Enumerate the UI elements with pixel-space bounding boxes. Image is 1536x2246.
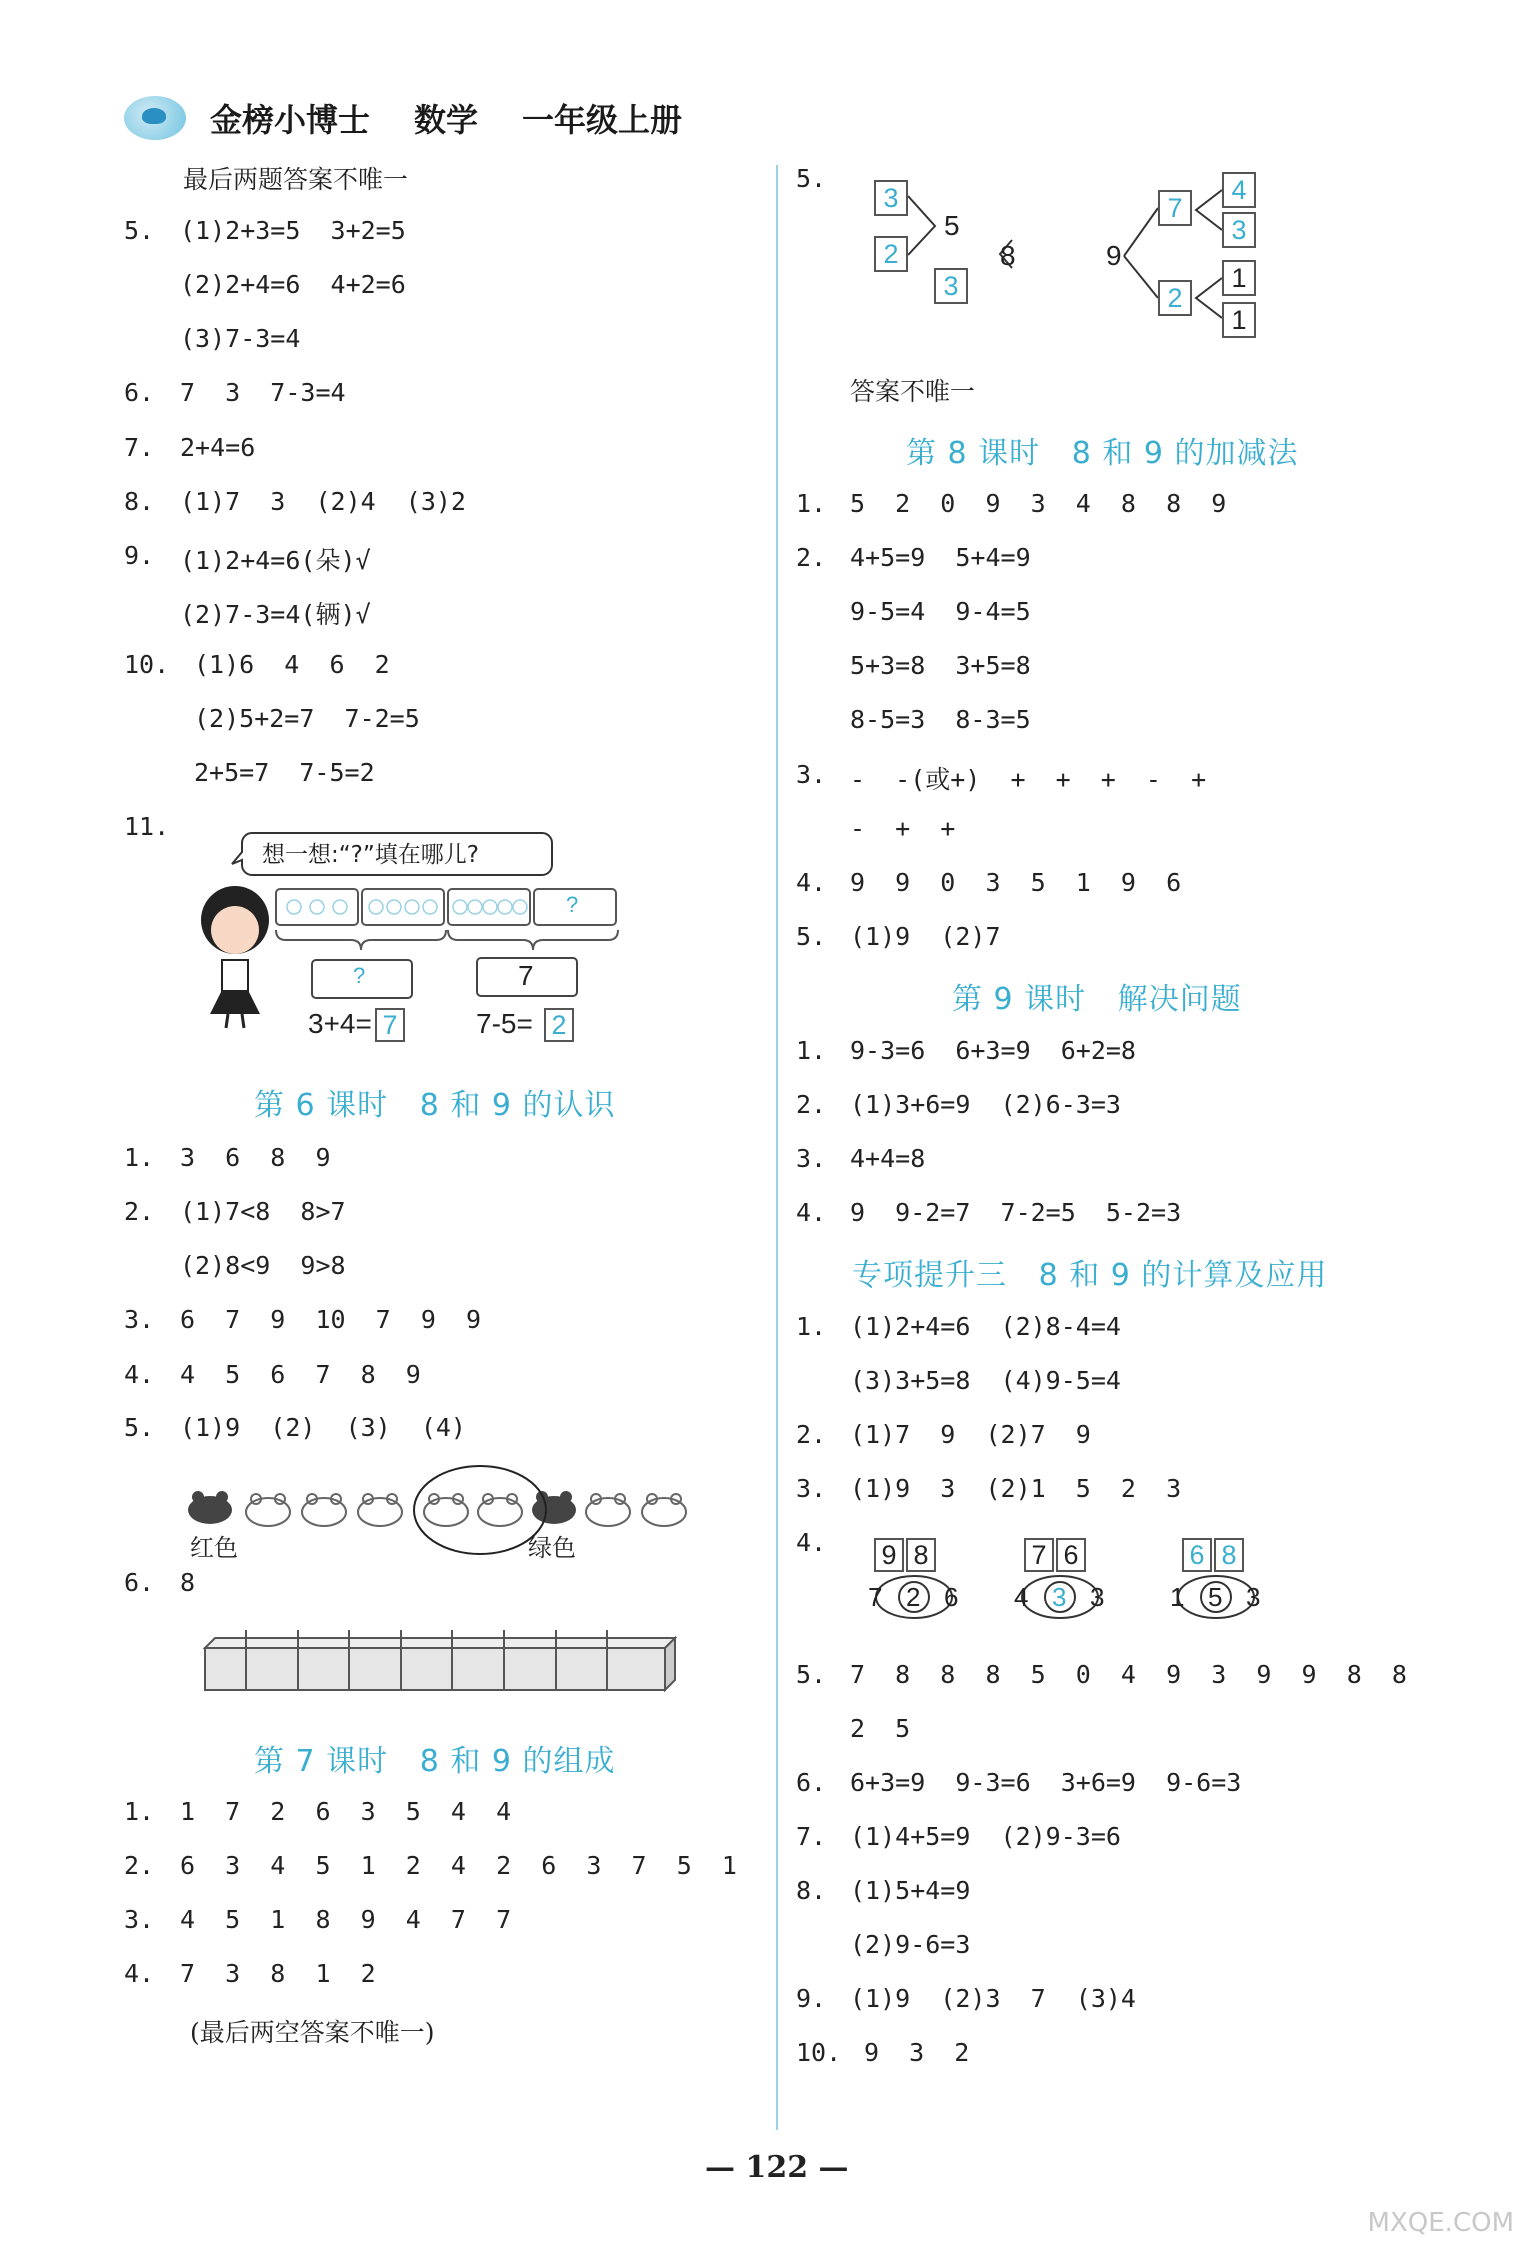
answer-line: (2)7-3=4(辆)√ (180, 600, 371, 629)
answer-box: 7 (1158, 190, 1192, 226)
box-value: 7 (518, 960, 534, 991)
answer-line: (3)7-3=4 (180, 324, 301, 353)
answer-box: 6 (1182, 1538, 1212, 1572)
q-number: 3. (796, 760, 827, 789)
page-number: — 122 — (705, 2150, 849, 2185)
q-number: 3. (124, 1905, 155, 1934)
answer-line: 4 5 1 8 9 4 7 7 (180, 1905, 512, 1934)
answer-line: (1)7 9 (2)7 9 (850, 1420, 1091, 1449)
q-number: 4. (796, 1528, 827, 1557)
answer-line: 4+5=9 5+4=9 (850, 543, 1031, 572)
q-number: 3. (796, 1144, 827, 1173)
answer-line: (1)7<8 8>7 (180, 1197, 346, 1226)
section-title: 专项提升三 8 和 9 的计算及应用 (852, 1258, 1328, 1293)
q-number: 8. (796, 1876, 827, 1905)
answer-box: 3 (934, 268, 968, 304)
answer-line: 6 7 9 10 7 9 9 (180, 1305, 482, 1334)
answer-line: (1)2+4=6(朵)√ (180, 546, 371, 575)
answer-line: 5+3=8 3+5=8 (850, 651, 1031, 680)
oval-num: 3 (1052, 1582, 1067, 1612)
q-number: 7. (796, 1822, 827, 1851)
q-number: 5. (796, 922, 827, 951)
oval-num: 6 (944, 1582, 959, 1612)
equation: 7-5= (476, 1008, 533, 1039)
answer-line: 6 3 4 5 1 2 4 2 6 3 7 5 1 (180, 1851, 737, 1880)
q-number: 2. (796, 543, 827, 572)
answer-line: 9-3=6 6+3=9 6+2=8 (850, 1036, 1136, 1065)
section-title: 第 9 课时 解决问题 (952, 982, 1242, 1017)
given-box: 8 (906, 1538, 936, 1572)
answer-line: (1)2+4=6 (2)8-4=4 (850, 1312, 1121, 1341)
q-number: 10. (796, 2038, 842, 2067)
section-title: 第 7 课时 8 和 9 的组成 (254, 1744, 616, 1779)
answer-line: (1)9 (2)7 (850, 922, 1001, 951)
note-top: 最后两题答案不唯一 (183, 165, 409, 194)
section-title: 第 8 课时 8 和 9 的加减法 (906, 436, 1299, 471)
answer-line: 9 9-2=7 7-2=5 5-2=3 (850, 1198, 1182, 1227)
answer-line: 7 3 7-3=4 (180, 378, 346, 407)
q-number: 1. (124, 1797, 155, 1826)
answer-line: 9 9 0 3 5 1 9 6 (850, 868, 1182, 897)
q-number: 2. (124, 1197, 155, 1226)
q-number: 1. (796, 489, 827, 518)
q-number: 4. (124, 1360, 155, 1389)
q-number: 6. (124, 378, 155, 407)
q-number: 1. (796, 1312, 827, 1341)
q-mark: ? (353, 963, 366, 988)
answer-box: 4 (1222, 172, 1256, 208)
answer-line: (1)5+4=9 (850, 1876, 971, 1905)
answer-line: 4 5 6 7 8 9 (180, 1360, 421, 1389)
given-box: 9 (874, 1538, 904, 1572)
oval-num: 4 (1014, 1582, 1029, 1612)
q-number: 10. (124, 650, 170, 679)
q-number: 2. (796, 1090, 827, 1119)
q-number: 3. (124, 1305, 155, 1334)
answer-box: 7 (375, 1008, 405, 1042)
answer-line: (2)9-6=3 (850, 1930, 971, 1959)
answer-line: (1)4+5=9 (2)9-3=6 (850, 1822, 1121, 1851)
book-grade: 一年级上册 (522, 101, 683, 139)
answer-line: 1 7 2 6 3 5 4 4 (180, 1797, 512, 1826)
answer-line: (1)3+6=9 (2)6-3=3 (850, 1090, 1121, 1119)
answer-line: - + + (850, 814, 956, 843)
q-number: 9. (124, 541, 155, 570)
answer-line: 7 3 8 1 2 (180, 1959, 376, 1988)
answer-line: (1)6 4 6 2 (194, 650, 390, 679)
oval-num: 1 (1170, 1582, 1185, 1612)
given-box: 1 (1222, 302, 1256, 338)
q-number: 4. (124, 1959, 155, 1988)
q-number: 1. (124, 1143, 155, 1172)
equation: 3+4= (308, 1008, 372, 1039)
answer-box: 3 (1222, 212, 1256, 248)
q-mark: ? (566, 892, 579, 917)
oval-num: 3 (1090, 1582, 1105, 1612)
book-subject: 数学 (414, 101, 479, 139)
answer-line: 4+4=8 (850, 1144, 926, 1173)
answer-line: - -(或+) + + + - + (850, 765, 1207, 794)
answer-line: (2)8<9 9>8 (180, 1251, 346, 1280)
answer-box: 8 (1214, 1538, 1244, 1572)
answer-line: 8 (180, 1568, 196, 1597)
answer-line: 5 2 0 9 3 4 8 8 9 (850, 489, 1227, 518)
oval-num: 2 (906, 1582, 921, 1612)
answer-line: (1)9 (2) (3) (4) (180, 1413, 466, 1442)
given-box: 1 (1222, 260, 1256, 296)
q-number: 5. (796, 164, 827, 193)
frog-label-green: 绿色 (528, 1534, 576, 1562)
answer-line: 8-5=3 8-3=5 (850, 705, 1031, 734)
answer-line: (3)3+5=8 (4)9-5=4 (850, 1366, 1121, 1395)
frog-label-red: 红色 (190, 1534, 238, 1562)
q-number: 11. (124, 812, 170, 841)
oval-num: 3 (1246, 1582, 1261, 1612)
given-box: 6 (1056, 1538, 1086, 1572)
watermark: MXQE.COM (1367, 2208, 1514, 2238)
q-number: 6. (796, 1768, 827, 1797)
number: 8 (1000, 240, 1016, 271)
q-number: 2. (124, 1851, 155, 1880)
q-number: 9. (796, 1984, 827, 2013)
note: (最后两空答案不唯一) (190, 2018, 435, 2047)
q-number: 5. (796, 1660, 827, 1689)
oval-num: 7 (868, 1582, 883, 1612)
answer-line: (2)2+4=6 4+2=6 (180, 270, 406, 299)
q-number: 1. (796, 1036, 827, 1065)
answer-line: 6+3=9 9-3=6 3+6=9 9-6=3 (850, 1768, 1242, 1797)
q-number: 7. (124, 433, 155, 462)
q-number: 3. (796, 1474, 827, 1503)
q-number: 5. (124, 216, 155, 245)
answer-line: 9-5=4 9-4=5 (850, 597, 1031, 626)
q-number: 6. (124, 1568, 155, 1597)
answer-line: (2)5+2=7 7-2=5 (194, 704, 420, 733)
answer-line: (1)7 3 (2)4 (3)2 (180, 487, 466, 516)
given-box: 7 (1024, 1538, 1054, 1572)
number: 5 (944, 210, 960, 241)
answer-line: 2 5 (850, 1714, 911, 1743)
book-title: 金榜小博士 (210, 101, 371, 139)
q-number: 2. (796, 1420, 827, 1449)
answer-box: 2 (874, 236, 908, 272)
answer-line: 7 8 8 8 5 0 4 9 3 9 9 8 8 (850, 1660, 1407, 1689)
q-number: 4. (796, 868, 827, 897)
answer-line: 3 6 8 9 (180, 1143, 331, 1172)
section-title: 第 6 课时 8 和 9 的认识 (254, 1088, 616, 1123)
answer-line: 2+4=6 (180, 433, 256, 462)
q-number: 4. (796, 1198, 827, 1227)
answer-line: 2+5=7 7-5=2 (194, 758, 375, 787)
answer-box: 2 (1158, 280, 1192, 316)
q-number: 5. (124, 1413, 155, 1442)
answer-box: 3 (874, 180, 908, 216)
bubble-text: 想一想:“?”填在哪儿? (262, 842, 479, 868)
answer-line: (1)2+3=5 3+2=5 (180, 216, 406, 245)
q-number: 8. (124, 487, 155, 516)
oval-num: 5 (1208, 1582, 1223, 1612)
answer-line: (1)9 3 (2)1 5 2 3 (850, 1474, 1182, 1503)
answer-line: (1)9 (2)3 7 (3)4 (850, 1984, 1136, 2013)
answer-box: 2 (544, 1008, 574, 1042)
note: 答案不唯一 (850, 377, 976, 406)
number: 9 (1106, 240, 1122, 271)
answer-line: 9 3 2 (864, 2038, 970, 2067)
